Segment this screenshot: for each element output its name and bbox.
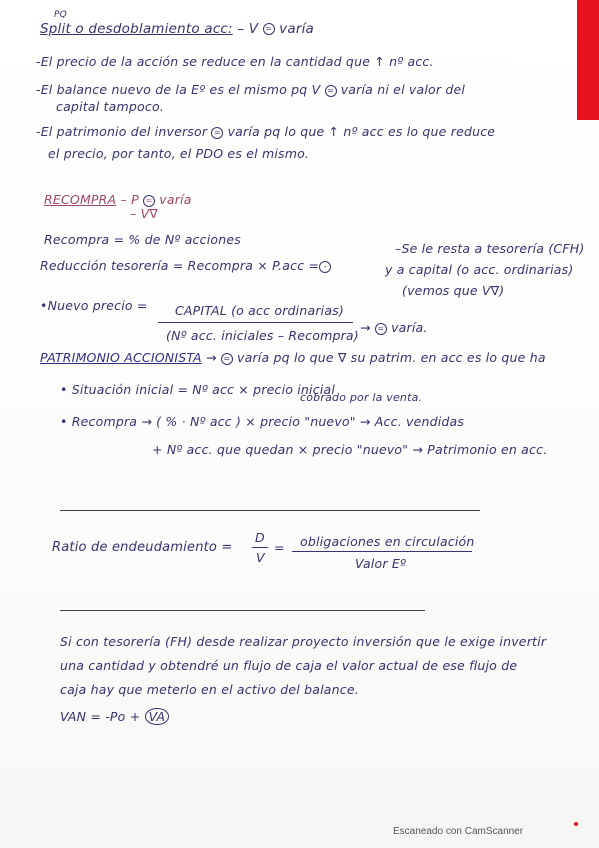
reduccion-note-1: –Se le resta a tesorería (CFH) [395, 241, 585, 256]
recompra-heading-text: RECOMPRA [44, 192, 117, 207]
no-change-icon: = [375, 323, 387, 335]
patrimonio-heading-tail3: cobrado por la venta. [300, 391, 423, 404]
ratio-eq: = [274, 540, 285, 555]
ratio-frac2-den: Valor Eº [355, 556, 407, 571]
nuevo-precio-label: •Nuevo precio = [40, 298, 148, 313]
split-title-suffix: – V [237, 21, 259, 37]
red-dot [574, 822, 578, 826]
fraction-bar [158, 322, 353, 323]
split-title-superscript: PQ [54, 10, 67, 20]
split-line-2b: varía ni el valor del [340, 82, 466, 97]
split-line-3 [36, 124, 495, 139]
no-change-icon: = [325, 85, 337, 97]
fraction-bar [252, 547, 268, 548]
ratio-frac1-den: V [256, 550, 265, 565]
divider-1 [60, 510, 480, 511]
recompra-branch-1a: – P [120, 192, 139, 207]
split-title [40, 22, 314, 37]
van-formula-text: VAN = -Po + [60, 709, 141, 724]
split-line-2c: capital tampoco. [56, 99, 164, 114]
split-title-text: Split o desdoblamiento acc: [40, 21, 233, 37]
fraction-bar [292, 551, 472, 552]
split-line-3a: -El patrimonio del inversor [36, 124, 208, 139]
no-change-icon: = [263, 23, 275, 35]
van-para-2: una cantidad y obtendré un flujo de caja el valor actual de ese flujo de [60, 658, 518, 673]
arrow-icon: → [360, 320, 371, 335]
minus-icon: - [319, 261, 331, 273]
split-title-tail: varía [279, 21, 315, 37]
divider-2 [60, 610, 425, 611]
va-circle: VA [145, 708, 170, 725]
patrimonio-heading-text: PATRIMONIO ACCIONISTA [40, 350, 202, 365]
no-change-icon: = [211, 127, 223, 139]
ratio-frac1-num: D [255, 530, 265, 545]
scanner-footer: Escaneado con CamScanner [393, 826, 524, 837]
nuevo-precio-numerator: CAPITAL (o acc ordinarias) [175, 303, 344, 318]
recompra-line-2: + Nº acc. que quedan × precio "nuevo" → Patrimonio en acc. [152, 442, 548, 457]
patrimonio-heading-tail: varía pq lo que ∇ su patrim. en acc es lo que ha [237, 350, 546, 365]
ratio-frac2-num: obligaciones en circulación [300, 534, 475, 549]
no-change-icon: = [221, 353, 233, 365]
recompra-def: Recompra = % de Nº acciones [44, 232, 241, 247]
no-change-icon: = [143, 195, 155, 207]
van-para-3: caja hay que meterlo en el activo del balance. [60, 682, 359, 697]
nuevo-precio-tail2: varía. [391, 320, 428, 335]
reduccion-note-3: (vemos que V∇) [402, 283, 505, 298]
reduccion-note-2: y a capital (o acc. ordinarias) [385, 262, 574, 277]
reduccion-tesoreria: Reducción tesorería = Recompra × P.acc = - [40, 258, 331, 273]
split-line-1: -El precio de la acción se reduce en la cantidad que ↑ nº acc. [36, 54, 434, 69]
nuevo-precio-denominator: (Nº acc. iniciales – Recompra) [166, 328, 359, 343]
arrow-icon: → [205, 350, 217, 365]
red-corner-mark [577, 0, 599, 120]
van-formula [60, 708, 169, 725]
nuevo-precio-tail [360, 320, 428, 335]
reduccion-text: Reducción tesorería = Recompra × P.acc [40, 258, 305, 273]
split-line-3c: el precio, por tanto, el PDO es el mismo. [48, 146, 310, 161]
split-line-2 [36, 82, 465, 97]
split-line-2a: -El balance nuevo de la Eº es el mismo pq V [36, 82, 321, 97]
recompra-branch-1b: varía [159, 192, 192, 207]
recompra-branch-2: – V∇ [130, 206, 158, 221]
recompra-heading [44, 192, 192, 207]
ratio-label: Ratio de endeudamiento = [52, 540, 233, 555]
situacion-inicial: • Situación inicial = Nº acc × precio inicial [60, 382, 336, 397]
patrimonio-heading [40, 350, 546, 365]
split-line-3b: varía pq lo que ↑ nº acc es lo que reduce [227, 124, 496, 139]
van-para-1: Si con tesorería (FH) desde realizar proyecto inversión que le exige invertir [60, 634, 547, 649]
recompra-line: • Recompra → ( % · Nº acc ) × precio "nuevo" → Acc. vendidas [60, 414, 465, 429]
